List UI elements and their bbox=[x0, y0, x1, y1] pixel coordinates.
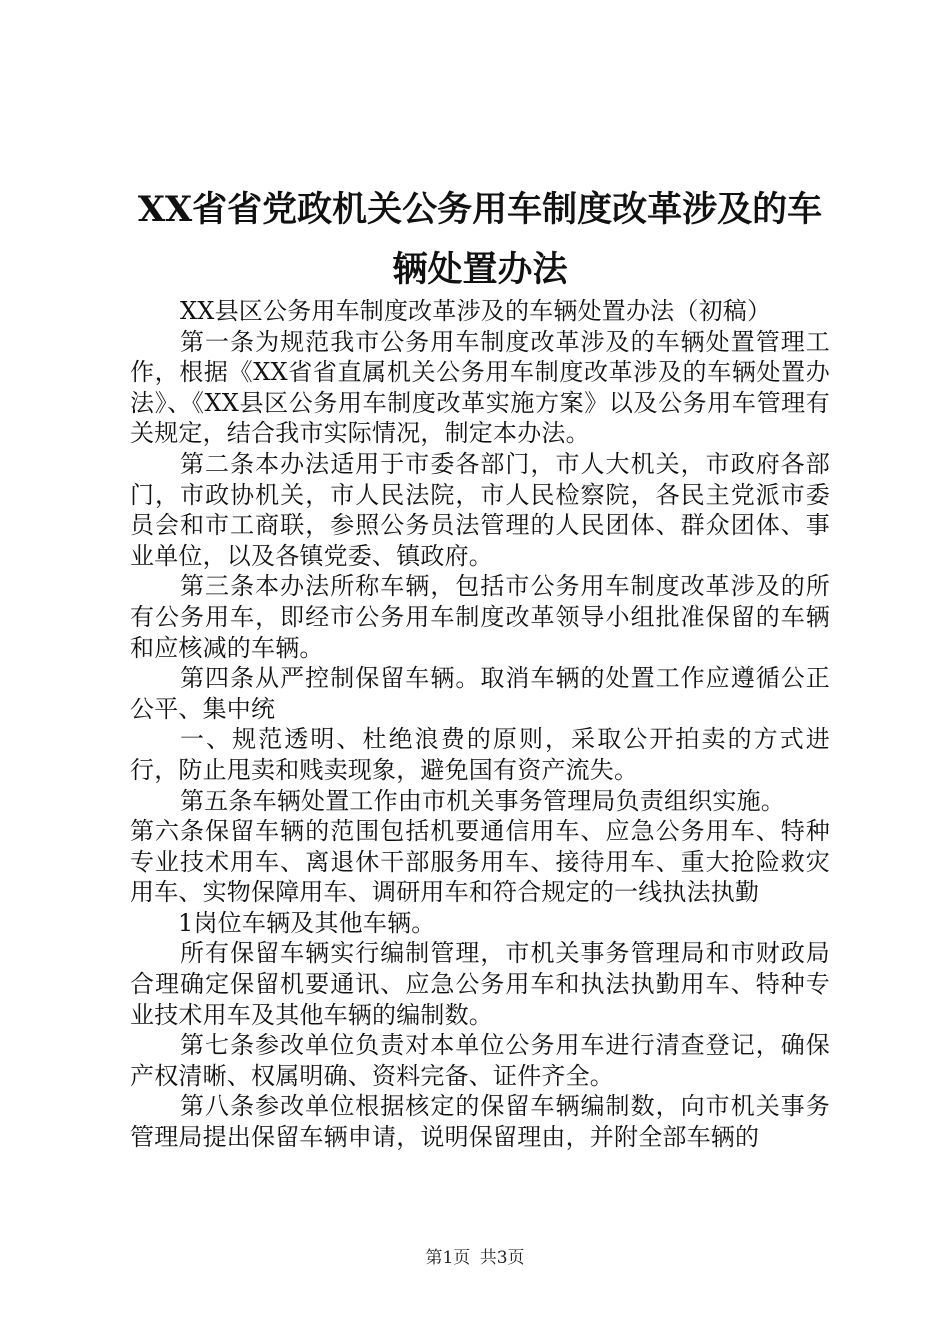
paragraph-vehicle-quota: 所有保留车辆实行编制管理，市机关事务管理局和市财政局合理确定保留机要通讯、应急公务用车和执法执勤用车、特种专业技术用车及其他车辆的编制数。 bbox=[130, 939, 830, 1029]
document-title-line-2: 辆处置办法 bbox=[392, 249, 568, 290]
page-footer bbox=[0, 1243, 950, 1268]
paragraph-article-8: 第八条参改单位根据核定的保留车辆编制数，向市机关事务管理局提出保留车辆申请，说明保留理由，并附全部车辆的 bbox=[130, 1092, 830, 1152]
paragraph-article-4: 第四条从严控制保留车辆。取消车辆的处置工作应遵循公正公平、集中统 bbox=[130, 664, 830, 723]
paragraph-article-6-continued: 1岗位车辆及其他车辆。 bbox=[178, 908, 436, 937]
page-number: 第1页 bbox=[425, 1248, 471, 1268]
paragraph-article-7: 第七条参改单位负责对本单位公务用车进行清查登记，确保产权清晰、权属明确、资料完备、证件齐全。 bbox=[130, 1031, 830, 1090]
paragraph-article-5: 第五条车辆处置工作由市机关事务管理局负责组织实施。 bbox=[180, 786, 785, 815]
paragraph-article-4-continued: 一、规范透明、杜绝浪费的原则，采取公开拍卖的方式进行，防止甩卖和贱卖现象，避免国有资产流失。 bbox=[130, 725, 830, 784]
paragraph-article-6: 第六条保留车辆的范围包括机要通信用车、应急公务用车、特种专业技术用车、离退休干部服务用车、接待用车、重大抢险救灾用车、实物保障用车、调研用车和符合规定的一线执法执勤 bbox=[130, 817, 830, 907]
paragraph-article-2: 第二条本办法适用于市委各部门，市人大机关，市政府各部门，市政协机关，市人民法院，市人民检察院，各民主党派市委员会和市工商联，参照公务员法管理的人民团体、群众团体、事业单位，以及各镇党委、镇政府。 bbox=[130, 449, 830, 570]
document-subtitle: XX县区公务用车制度改革涉及的车辆处置办法（初稿） bbox=[180, 297, 772, 325]
document-body bbox=[130, 296, 830, 1153]
paragraph-article-3: 第三条本办法所称车辆，包括市公务用车制度改革涉及的所有公务用车，即经市公务用车制度改革领导小组批准保留的车辆和应核减的车辆。 bbox=[130, 572, 830, 662]
paragraph-article-1: 第一条为规范我市公务用车制度改革涉及的车辆处置管理工作，根据《XX省省直属机关公务用车制度改革涉及的车辆处置办法》、《XX县区公务用车制度改革实施方案》以及公务用车管理有关规定，结合我市实际情况，制定本办法。 bbox=[130, 327, 830, 448]
document-title-line-1: XX省省党政机关公务用车制度改革涉及的车 bbox=[137, 189, 823, 230]
page-total: 共3页 bbox=[479, 1248, 525, 1268]
